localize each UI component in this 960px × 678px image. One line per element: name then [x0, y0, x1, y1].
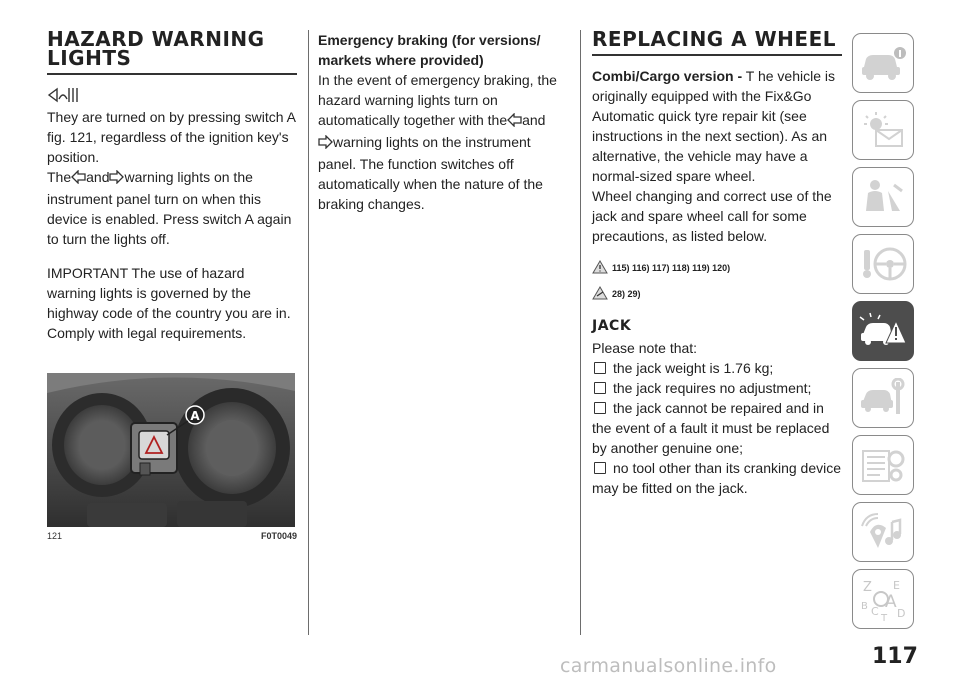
figure-code: F0T0049	[260, 531, 297, 541]
warning-refs-row	[592, 260, 842, 276]
turn-right-arrow-icon	[318, 134, 333, 154]
list-item: no tool other than its cranking device may be fitted on the jack.	[592, 460, 842, 496]
turn-left-arrow-icon	[71, 169, 86, 189]
tab-maintenance[interactable]	[852, 368, 914, 428]
emergency-braking-heading: Emergency braking (for versions/ markets where provided)	[318, 32, 541, 68]
hazard-para1: They are turned on by pressing switch A fig. 121, regardless of the ignition key's position.	[47, 109, 296, 165]
hazard-para2	[47, 167, 297, 249]
safety-icon	[858, 177, 908, 217]
svg-text:Z: Z	[863, 580, 872, 595]
tab-warning-lights[interactable]	[852, 100, 914, 160]
index-icon	[857, 577, 909, 621]
wheel-lead-rest: T he vehicle is originally equipped with the Fix&Go Automatic quick tyre repair kit (see instructions in the next section). As an alternative, the vehicle may have a normal-sized spare wheel.	[592, 68, 836, 184]
callout-a: A	[190, 409, 200, 423]
warning-triangle-icon	[592, 260, 608, 276]
list-item: the jack weight is 1.76 kg;	[592, 358, 842, 378]
note-refs-row	[592, 286, 842, 302]
jack-note: Please note that:	[592, 340, 698, 356]
checkbox-bullet-icon	[594, 402, 606, 414]
checkbox-bullet-icon	[594, 382, 606, 394]
heading-rule	[592, 54, 842, 56]
technical-data-icon	[858, 445, 908, 485]
maintenance-icon	[858, 378, 908, 418]
tab-technical-data[interactable]	[852, 435, 914, 495]
hazard-symbol-icon	[47, 85, 297, 107]
heading-rule	[47, 73, 297, 75]
figure-caption	[47, 531, 297, 541]
jack-bullet-list	[592, 358, 842, 498]
list-item: the jack cannot be repaired and in the event of a fault it must be replaced by another genuine one;	[592, 400, 830, 456]
tab-car-info[interactable]	[852, 33, 914, 93]
wheel-para2: Wheel changing and correct use of the jack and spare wheel call for some precautions, as listed below.	[592, 188, 832, 244]
svg-text:T: T	[881, 613, 888, 621]
tab-multimedia[interactable]	[852, 502, 914, 562]
eb-para-b: warning lights on the instrument panel. The function switches off automatically when the nature of the braking changes.	[318, 134, 543, 212]
note-triangle-icon	[592, 286, 608, 302]
jack-heading: JACK	[592, 318, 632, 334]
wheel-section	[592, 27, 842, 498]
checkbox-bullet-icon	[594, 462, 606, 474]
warning-lights-icon	[858, 110, 908, 150]
hazard-heading: HAZARD WARNING LIGHTS	[47, 27, 265, 70]
list-item: the jack requires no adjustment;	[592, 378, 842, 398]
svg-text:D: D	[897, 607, 906, 620]
note-refs: 28) 29)	[612, 289, 641, 299]
important-note: IMPORTANT The use of hazard warning lights is governed by the highway code of the country you are in. Comply with legal requirements.	[47, 265, 291, 341]
column-divider-2	[580, 30, 581, 635]
warning-refs: 115) 116) 117) 118) 119) 120)	[612, 263, 731, 273]
para2-the: The	[47, 169, 72, 185]
svg-text:E: E	[893, 579, 900, 592]
figure-number: 121	[47, 531, 63, 541]
column-divider-1	[308, 30, 309, 635]
wheel-lead-bold: Combi/Cargo version -	[592, 68, 743, 84]
dashboard-switch-illustration	[47, 373, 295, 527]
turn-right-arrow-icon	[109, 169, 124, 189]
multimedia-icon	[858, 512, 908, 552]
tab-starting-driving[interactable]	[852, 234, 914, 294]
figure-121	[47, 373, 295, 527]
page-number: 117	[872, 644, 918, 669]
svg-text:B: B	[861, 601, 868, 612]
wheel-lead	[592, 66, 842, 186]
watermark: carmanualsonline.info	[560, 655, 777, 677]
eb-para-a: In the event of emergency braking, the hazard warning lights turn on automatically together with the	[318, 72, 557, 128]
emergency-braking-section	[318, 30, 566, 214]
tab-emergency[interactable]	[852, 301, 914, 361]
svg-text:C: C	[871, 605, 879, 618]
eb-para-and: and	[522, 112, 546, 128]
wheel-heading: REPLACING A WHEEL	[592, 27, 836, 51]
emergency-braking-para	[318, 70, 566, 214]
turn-left-arrow-icon	[507, 112, 522, 132]
hazard-section	[47, 27, 297, 541]
starting-driving-icon	[858, 244, 908, 284]
car-info-icon	[858, 43, 908, 83]
para2-and: and	[86, 169, 110, 185]
tab-safety[interactable]	[852, 167, 914, 227]
chapter-tabs	[852, 33, 917, 636]
checkbox-bullet-icon	[594, 362, 606, 374]
para2-rest: warning lights on the instrument panel turn on when this device is enabled. Press switch A again to turn the lights off.	[47, 169, 292, 247]
svg-text:A: A	[885, 592, 897, 612]
tab-index[interactable]	[852, 569, 914, 629]
emergency-icon	[858, 311, 908, 351]
